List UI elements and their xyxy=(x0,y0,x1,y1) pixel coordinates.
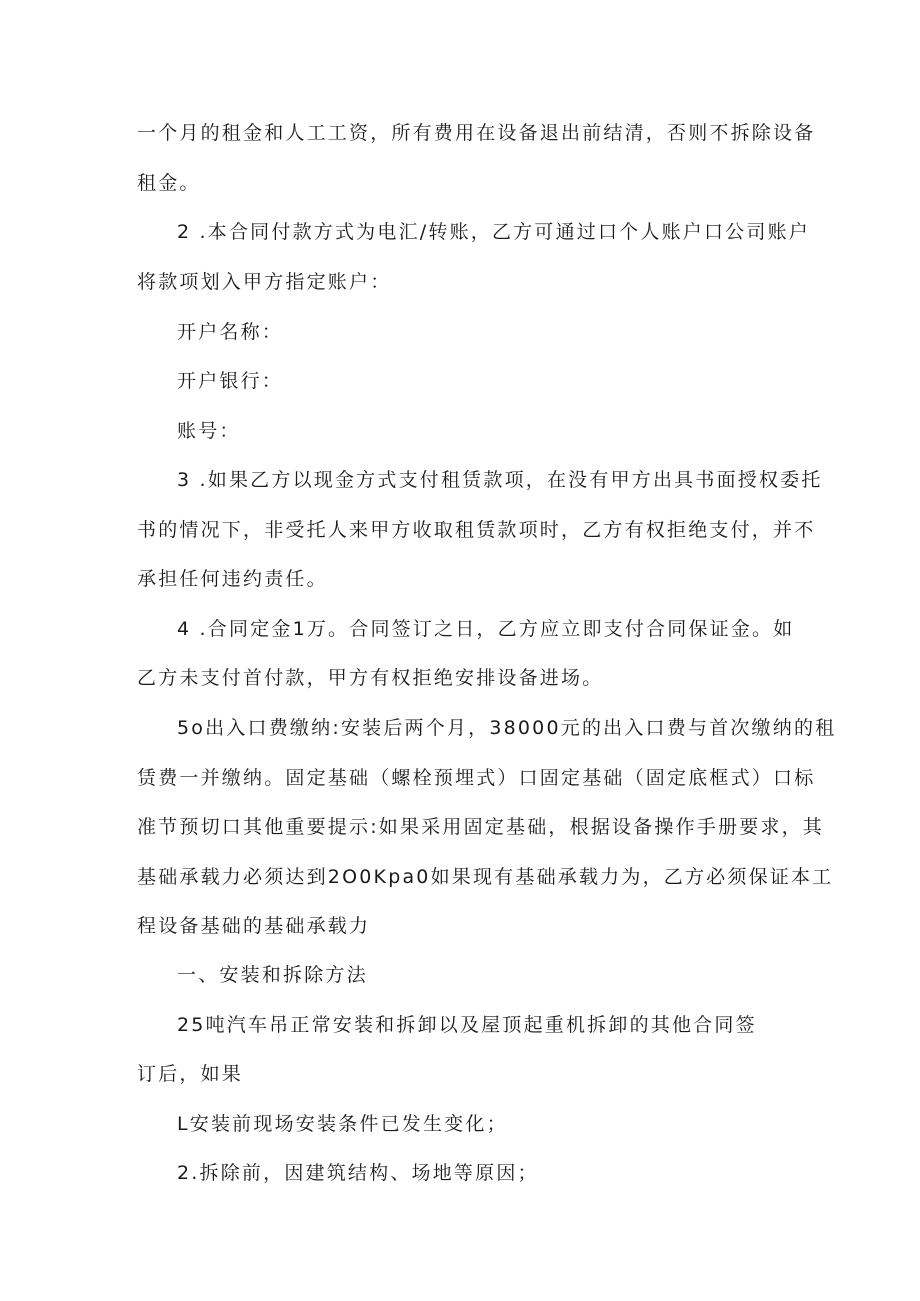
text-line: 租金。 xyxy=(137,172,201,194)
list-item: 2.拆除前，因建筑结构、场地等原因； xyxy=(177,1162,539,1184)
text-line: 承担任何违约责任。 xyxy=(137,568,328,590)
text-line: 乙方未支付首付款，甲方有权拒绝安排设备进场。 xyxy=(137,667,604,689)
text-line: 赁费一并缴纳。固定基础（螺栓预埋式）口固定基础（固定底框式）口标 xyxy=(137,767,816,789)
text-line: 程设备基础的基础承载力 xyxy=(137,915,371,937)
text-line: 一个月的租金和人工工资，所有费用在设备退出前结清，否则不拆除设备 xyxy=(137,122,816,144)
list-item: L安装前现场安装条件已发生变化； xyxy=(177,1113,508,1135)
account-name-label: 开户名称： xyxy=(177,321,284,343)
bank-name-label: 开户银行： xyxy=(177,370,284,392)
text-line: 书的情况下，非受托人来甲方收取租赁款项时，乙方有权拒绝支付，并不 xyxy=(137,519,816,541)
text-line: 将款项划入甲方指定账户： xyxy=(137,271,392,293)
clause-5-line: 5o出入口费缴纳:安装后两个月，38000元的出入口费与首次缴纳的租 xyxy=(177,717,837,739)
clause-2-line: 2 .本合同付款方式为电汇/转账，乙方可通过口个人账户口公司账户 xyxy=(177,221,810,243)
text-line: 准节预切口其他重要提示:如果采用固定基础，根据设备操作手册要求，其 xyxy=(137,816,825,838)
text-line: 25吨汽车吊正常安装和拆卸以及屋顶起重机拆卸的其他合同签 xyxy=(177,1014,757,1036)
text-line: 基础承载力必须达到2O0Kpa0如果现有基础承载力为，乙方必须保证本工 xyxy=(137,866,834,888)
clause-4-line: 4 .合同定金1万。合同签订之日，乙方应立即支付合同保证金。如 xyxy=(177,618,795,640)
section-heading: 一、安装和拆除方法 xyxy=(177,964,368,986)
clause-3-line: 3 .如果乙方以现金方式支付租赁款项，在没有甲方出具书面授权委托 xyxy=(177,469,823,491)
account-number-label: 账号： xyxy=(177,420,241,442)
text-line: 订后，如果 xyxy=(137,1063,244,1085)
